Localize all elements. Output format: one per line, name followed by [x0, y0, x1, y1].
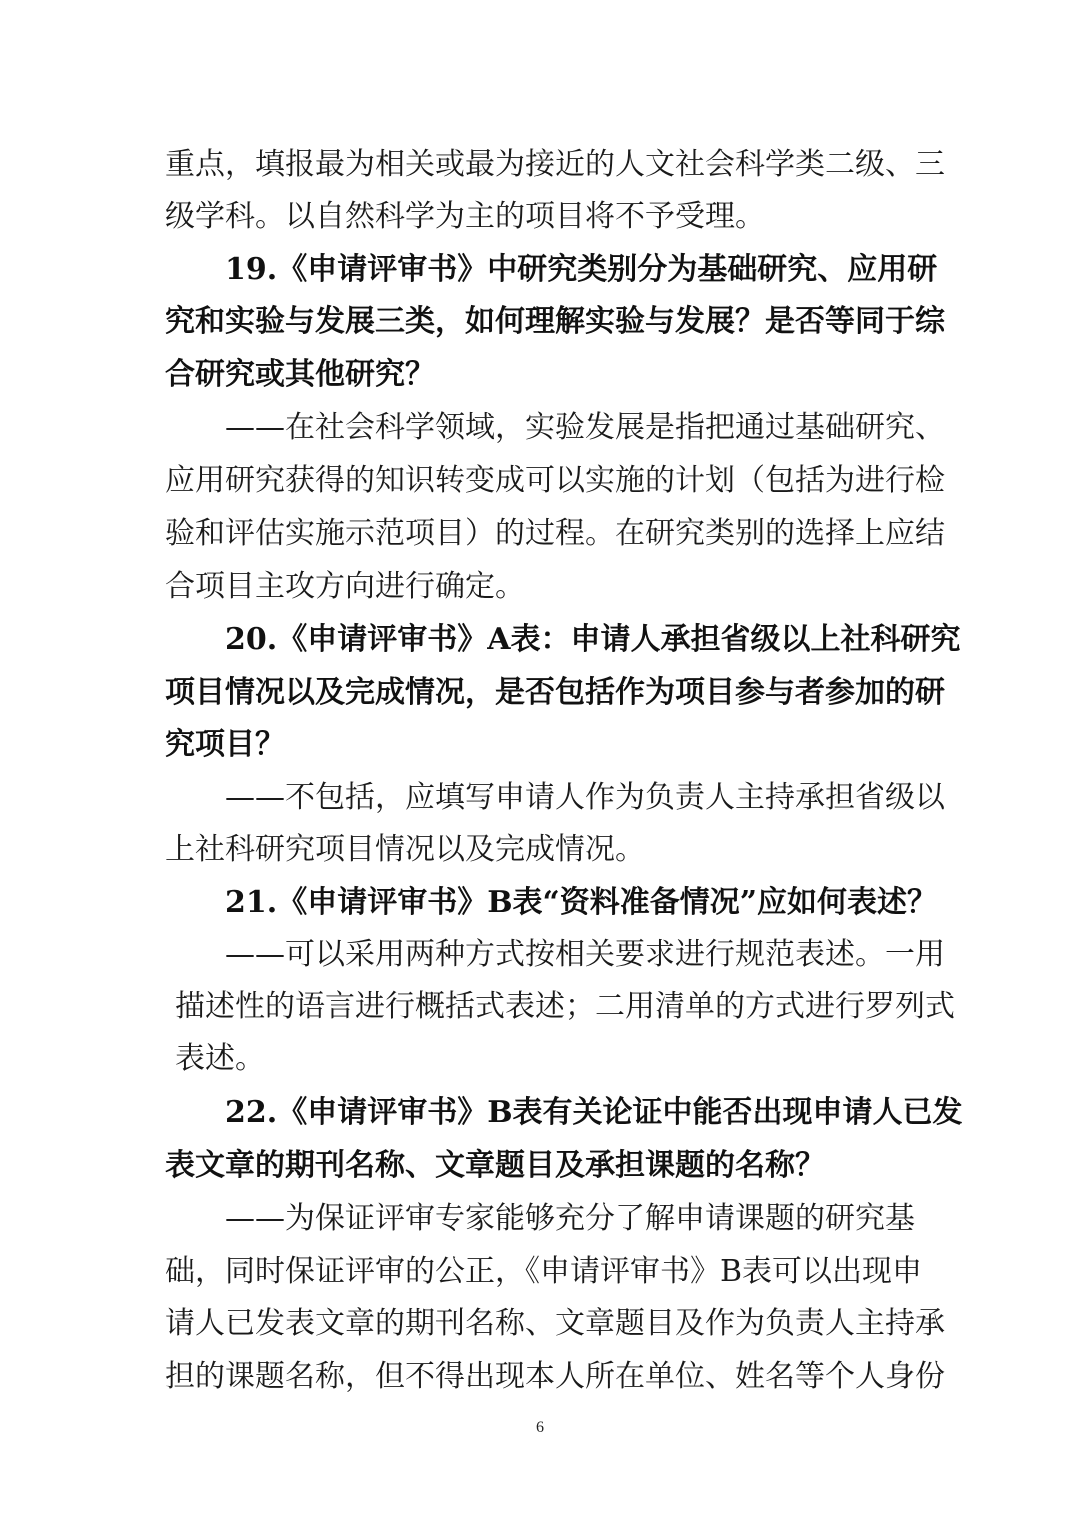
answer-19-line: 应用研究获得的知识转变成可以实施的计划（包括为进行检 — [165, 463, 945, 498]
body-line: 重点，填报最为相关或最为接近的人文社会科学类二级、三 — [165, 147, 945, 182]
question-20-line: 项目情况以及完成情况，是否包括作为项目参与者参加的研 — [165, 675, 945, 710]
question-20-line: 20.《申请评审书》A表：申请人承担省级以上社科研究 — [225, 622, 961, 657]
question-19-line: 19.《申请评审书》中研究类别分为基础研究、应用研 — [225, 252, 938, 287]
answer-22-line: 础，同时保证评审的公正，《申请评审书》B表可以出现申 — [165, 1254, 923, 1289]
page-number: 6 — [536, 1419, 544, 1436]
answer-21-line: 描述性的语言进行概括式表述；二用清单的方式进行罗列式 — [175, 989, 955, 1024]
answer-22-line: 请人已发表文章的期刊名称、文章题目及作为负责人主持承 — [165, 1306, 945, 1341]
answer-21-line: 表述。 — [175, 1041, 265, 1076]
question-22-line: 22.《申请评审书》B表有关论证中能否出现申请人已发 — [225, 1095, 963, 1130]
answer-20-line: 上社科研究项目情况以及完成情况。 — [165, 832, 645, 867]
answer-19-line: 验和评估实施示范项目）的过程。在研究类别的选择上应结 — [165, 516, 945, 551]
body-line: 级学科。以自然科学为主的项目将不予受理。 — [165, 199, 765, 234]
answer-22-line: 担的课题名称，但不得出现本人所在单位、姓名等个人身份 — [165, 1359, 945, 1394]
question-20-line: 究项目？ — [165, 727, 285, 762]
answer-19-line: ——在社会科学领域，实验发展是指把通过基础研究、 — [225, 410, 945, 445]
question-19-line: 究和实验与发展三类，如何理解实验与发展？是否等同于综 — [165, 304, 945, 339]
question-19-line: 合研究或其他研究？ — [165, 357, 435, 392]
answer-20-line: ——不包括，应填写申请人作为负责人主持承担省级以 — [225, 780, 945, 815]
answer-19-line: 合项目主攻方向进行确定。 — [165, 569, 525, 604]
answer-21-line: ——可以采用两种方式按相关要求进行规范表述。一用 — [225, 937, 945, 972]
question-21-line: 21.《申请评审书》B表“资料准备情况”应如何表述？ — [225, 885, 938, 920]
answer-22-line: ——为保证评审专家能够充分了解申请课题的研究基 — [225, 1201, 915, 1236]
question-22-line: 表文章的期刊名称、文章题目及承担课题的名称？ — [165, 1148, 825, 1183]
